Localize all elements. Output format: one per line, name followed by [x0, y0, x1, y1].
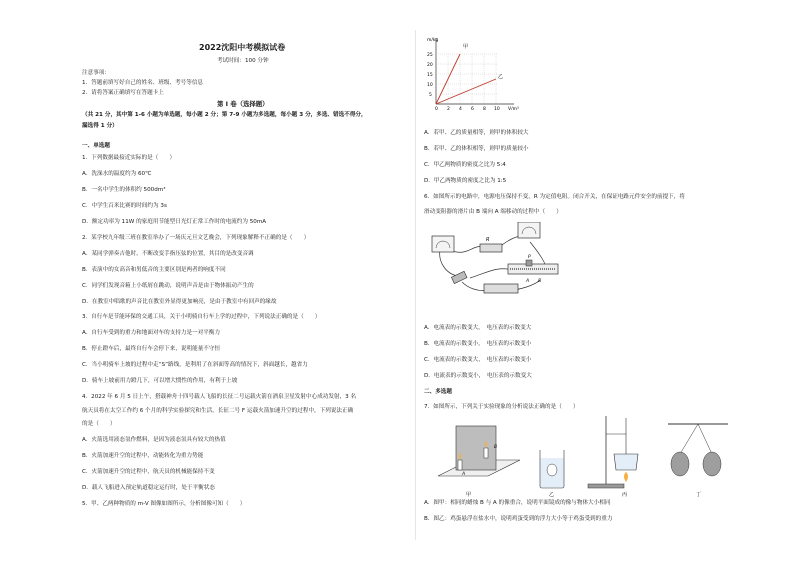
wire — [470, 269, 512, 278]
question-line: A．电流表的示数变大， 电压表的示数变大 — [424, 325, 532, 331]
figure-label-bing: 丙 — [622, 492, 628, 498]
y-tick: 5 — [429, 93, 432, 98]
gridlines — [436, 54, 498, 104]
part1-desc: （共 21 分，其中第 1-6 小题为单选题，每小题 2 分；第 7-9 小题为多选题，每小题 3 分，多选、错选不得分， — [82, 112, 367, 118]
question-line: B．若甲、乙的体积相等，则甲的质量较小 — [424, 146, 529, 152]
experiment-figures — [428, 414, 748, 498]
question-line: B．停止蹬车后，最终自行车会停下来，说明能量不守恒 — [82, 346, 221, 352]
question-line: 6．如图所示的电路中，电源电压保持不变，R 为定值电阻。闭合开关，在保证电路元件安全的前提下，将 — [424, 194, 685, 200]
question-line: A．图甲：相同的蜡烛 B 与 A 的像重合，说明平面镜成的像与物体大小相同 — [424, 500, 611, 506]
y-tick: 15 — [427, 73, 433, 78]
question-line: B．图乙：鸡蛋悬浮在盐水中，说明鸡蛋受到的浮力大小等于鸡蛋受到的重力 — [424, 516, 613, 522]
battery — [484, 284, 518, 293]
voltmeter — [518, 222, 540, 238]
question-line: 4．2022 年 6 月 5 日上午，搭载神舟十四号载人飞船的长征二号运载火箭在酒泉卫星发射中心成功发射，3 名 — [82, 394, 357, 400]
part1-heading: 第 I 卷（选择题） — [217, 100, 269, 108]
question-line: D．骑车上坡前用力蹬几下，可以增大惯性的作用，有利于上坡 — [82, 378, 238, 384]
question-line: C．当小明骑车上坡的过程中走“S”路线，是利用了在斜面等高的情况下，斜面越长，越省力 — [82, 362, 308, 368]
section-heading: 二、多选题 — [424, 389, 452, 395]
series-yi-line — [436, 79, 496, 104]
question-line: B．表演中的女高音和男低音的主要区别是两者的响度不同 — [82, 267, 226, 273]
slider-p — [526, 260, 532, 266]
question-line: D．甲乙两物质的密度之比为 1:5 — [424, 178, 507, 184]
mass-volume-graph — [426, 34, 522, 110]
burner-flame-icon — [624, 472, 628, 482]
x-tick: 2 — [447, 107, 450, 110]
resistor-r — [480, 244, 502, 252]
y-axis-label: m/kg — [427, 38, 439, 43]
question-line: D．额定功率为 11W 的家庭用节能型日光灯正常工作时的电流约为 50mA — [82, 219, 267, 225]
switch — [451, 271, 467, 283]
question-line: D．载人飞船进入预定轨道稳定运行时，处于平衡状态 — [82, 485, 215, 491]
slider-label: P — [528, 255, 531, 260]
question-line: D．在教室中唱歌的声音比在教室外显得更加响亮，是由于教室中有回声的缘故 — [82, 299, 277, 305]
balloon-left — [671, 452, 689, 476]
question-line: D．电流表的示数变小， 电压表的示数变大 — [424, 373, 532, 379]
flask — [614, 454, 638, 470]
question-line: C．甲乙两物质的密度之比为 5:4 — [424, 162, 506, 168]
wire — [450, 247, 484, 253]
x-tick: 10 — [494, 107, 500, 110]
label-a: A — [462, 472, 466, 477]
question-line: C．电流表的示数变大， 电压表的示数变小 — [424, 357, 532, 363]
y-tick: 20 — [427, 63, 433, 68]
x-tick: 0 — [435, 107, 438, 110]
balloon-right — [703, 452, 721, 476]
x-axis-label: V/m³ — [508, 107, 519, 110]
part1-desc: 漏选得 1 分） — [82, 123, 118, 129]
note-item: 1．答题前填写好自己的姓名、班级、考号等信息 — [82, 80, 204, 86]
question-line: B．电流表的示数变小， 电压表的示数变小 — [424, 341, 532, 347]
stand-base — [588, 484, 624, 488]
question-line: C．同学们发现音箱上小纸屑在跳动，说明声音是由于物体振动产生的 — [82, 283, 254, 289]
figure-label-ding: 丁 — [696, 492, 702, 498]
x-tick: 6 — [471, 107, 474, 110]
question-line: 1．下列数据最接近实际的是（ ） — [82, 155, 176, 161]
question-line: A．某同学弹奏吉他时，不断改变手指压弦的位置，其目的是改变音调 — [82, 251, 254, 257]
x-tick: 8 — [483, 107, 486, 110]
series-jia-label: 甲 — [463, 44, 469, 50]
question-line: 7．如图所示，下列关于实验现象的分析说法正确的是（ ） — [424, 404, 579, 410]
question-line: B．一名中学生的体积约 500dm³ — [82, 187, 166, 193]
y-tick: 10 — [427, 83, 433, 88]
candle-a — [458, 460, 462, 470]
note-item: 2．请将答案正确填写在答题卡上 — [82, 90, 164, 96]
question-line: A．洗澡水的温度约为 60℃ — [82, 171, 152, 177]
question-line: B．火箭加速升空的过程中，动能转化为重力势能 — [82, 453, 204, 459]
wire — [440, 250, 458, 276]
section-heading: 一、单选题 — [82, 143, 110, 149]
question-line: 滑动变阻器的滑片由 B 端向 A 端移动的过程中（ ） — [424, 209, 562, 215]
notes-heading: 注意事项： — [82, 70, 110, 76]
string — [698, 424, 712, 454]
string — [680, 424, 698, 454]
question-line: A．若甲、乙的质量相等，则甲的体积较大 — [424, 130, 529, 136]
series-yi-label: 乙 — [498, 74, 504, 80]
question-line: C．火箭加速升空的过程中，航天员的机械能保持不变 — [82, 469, 215, 475]
egg — [547, 464, 557, 476]
resistor-label: R — [486, 237, 490, 243]
rheostat-ab-label: A B — [526, 279, 542, 284]
question-line: 的是（ ） — [82, 421, 116, 427]
question-line: 3．自行车是节能环保的交通工具，关于小明骑自行车上学的过程中，下列说法正确的是（ ） — [82, 314, 321, 320]
figure-label-yi: 乙 — [549, 492, 555, 498]
figure-label-jia: 甲 — [466, 492, 472, 498]
question-line: 航天员将在太空工作约 6 个月的科学实验探究和生活，长征二号 F 运载火箭加速升空的过程中，下列说法正确 — [82, 408, 354, 414]
exam-time: 考试时间：100 分钟 — [217, 58, 269, 64]
column-divider — [415, 30, 416, 540]
page-title: 2022沈阳中考模拟试卷 — [199, 43, 286, 52]
circuit-diagram — [428, 222, 568, 302]
ammeter — [432, 236, 454, 252]
x-tick: 4 — [459, 107, 462, 110]
question-line: A．火箭选用液态氢作燃料，是因为液态氢具有较大的热值 — [82, 437, 226, 443]
y-tick: 25 — [427, 53, 433, 58]
question-line: A．自行车受到的重力和地面对车的支持力是一对平衡力 — [82, 330, 221, 336]
question-line: C．中学生百米比赛的时间约为 3s — [82, 203, 167, 209]
question-line: 5．甲、乙两种物质的 m-V 图像如图所示，分析图像可知（ ） — [82, 501, 246, 507]
candle-b — [484, 448, 488, 458]
question-line: 2．某学校九年级三班在教室举办了一场庆元旦文艺晚会，下列现象解释不正确的是（ ） — [82, 235, 310, 241]
label-b: B — [494, 445, 498, 450]
